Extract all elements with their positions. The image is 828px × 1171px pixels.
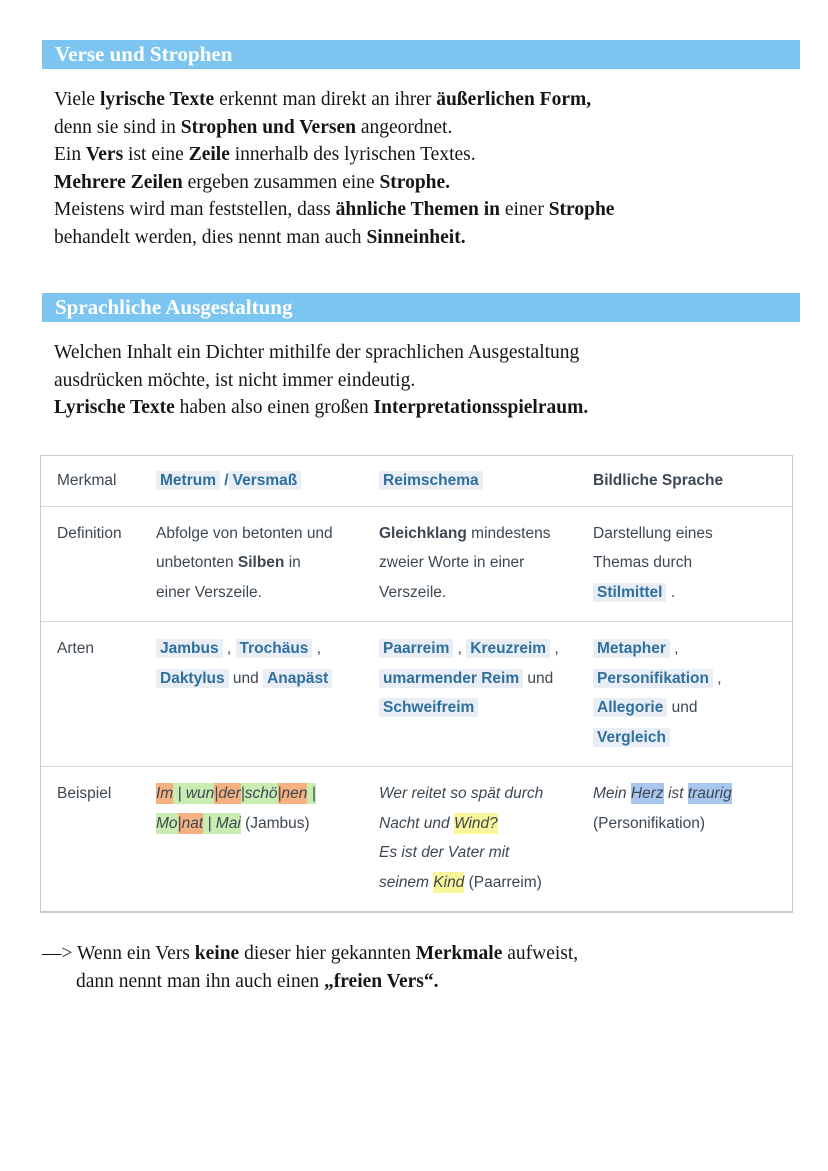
- term-link[interactable]: Daktylus: [156, 669, 229, 688]
- text-line: [379, 519, 593, 549]
- text-segment: ,: [453, 640, 467, 657]
- text-segment: lyrische Texte: [99, 89, 215, 110]
- section-header-sprachliche-ausgestaltung: [42, 293, 800, 322]
- table-cell: [41, 634, 156, 752]
- text-segment: Mein: [593, 785, 631, 802]
- text-segment: Kind: [433, 873, 465, 891]
- text-line: [54, 86, 794, 114]
- text-segment: —> Wenn ein Vers: [42, 943, 195, 964]
- text-line: [54, 114, 794, 142]
- text-segment: der: [218, 785, 241, 802]
- text-segment: behandelt werden, dies nennt man auch: [54, 226, 367, 248]
- text-segment: Definition: [57, 524, 122, 542]
- text-segment: und: [667, 699, 698, 716]
- term-link[interactable]: Schweifreim: [379, 698, 478, 717]
- table-cell: [593, 519, 792, 608]
- text-line: [379, 809, 593, 839]
- text-segment: ergeben zusammen eine: [182, 171, 380, 193]
- text-line: [156, 466, 379, 496]
- text-segment: Beispiel: [57, 785, 112, 802]
- text-segment: mindestens: [466, 524, 551, 542]
- text-line: [593, 779, 792, 809]
- text-segment: ,: [669, 640, 679, 657]
- section-header-verse-und-strophen: [42, 40, 800, 69]
- text-segment: Wer reitet so spät durch: [379, 785, 544, 802]
- text-segment: und: [228, 669, 264, 687]
- table-cell: [156, 779, 379, 897]
- text-segment: |: [203, 814, 216, 832]
- term-link[interactable]: Metrum: [156, 471, 220, 490]
- text-segment: Nacht und: [379, 814, 454, 832]
- text-segment: ,: [712, 669, 722, 687]
- table-cell: [379, 634, 593, 752]
- text-segment: Mehrere Zeilen: [54, 171, 183, 193]
- text-segment: ,: [550, 640, 559, 657]
- table-row-beispiel: [41, 766, 792, 911]
- text-segment: Verszeile.: [379, 583, 447, 601]
- text-segment: Strophe: [548, 199, 615, 221]
- text-line: [593, 693, 792, 723]
- text-segment: |: [277, 785, 282, 802]
- term-link[interactable]: Stilmittel: [593, 583, 666, 602]
- text-segment: ,: [312, 640, 322, 657]
- text-segment: Strophen und Versen: [180, 116, 356, 138]
- text-segment: Silben: [237, 554, 285, 571]
- text-line: [156, 809, 379, 839]
- text-line: [156, 634, 379, 664]
- text-segment: Darstellung eines: [593, 524, 713, 542]
- text-segment: seinem: [379, 873, 434, 891]
- table-cell: [379, 466, 593, 496]
- text-segment: aufweist,: [502, 943, 579, 964]
- term-link[interactable]: Personifikation: [593, 669, 713, 688]
- paragraph-sprachliche-ausgestaltung: [54, 339, 794, 422]
- text-line: [593, 664, 792, 694]
- text-segment: Bildliche Sprache: [593, 472, 724, 489]
- text-segment: schö: [244, 785, 278, 802]
- text-segment: dann nennt man ihn auch einen: [76, 970, 325, 992]
- text-line: [42, 968, 802, 996]
- text-segment: Ein: [54, 144, 86, 166]
- text-segment: Welchen Inhalt ein Dichter mithilfe der sprachlichen Ausgestaltung: [54, 342, 580, 363]
- text-line: [379, 578, 593, 608]
- table-cell: [593, 634, 792, 752]
- text-segment: Arten: [57, 640, 95, 657]
- text-segment: ähnliche Themen in: [335, 199, 500, 221]
- text-line: [54, 339, 794, 367]
- text-segment: denn sie sind in: [54, 116, 181, 138]
- table-cell: [379, 779, 593, 897]
- term-link[interactable]: Allegorie: [593, 698, 667, 717]
- text-line: [593, 548, 792, 578]
- text-segment: zweier Worte in einer: [379, 554, 525, 571]
- text-segment: Vers: [85, 144, 124, 166]
- text-segment: (Jambus): [240, 814, 310, 832]
- text-segment: ist: [663, 785, 688, 802]
- text-line: [156, 779, 379, 809]
- table-cell: [593, 466, 792, 496]
- text-segment: unbetonten: [156, 554, 238, 571]
- text-segment: dieser hier gekannten: [239, 943, 416, 964]
- text-segment: |: [307, 785, 316, 802]
- text-segment: angeordnet.: [355, 116, 453, 138]
- term-link[interactable]: Anapäst: [263, 669, 332, 688]
- text-segment: Im: [156, 785, 174, 802]
- table-cell: [379, 519, 593, 608]
- text-line: [54, 196, 794, 224]
- term-link[interactable]: Kreuzreim: [466, 639, 550, 658]
- text-segment: keine: [194, 943, 240, 964]
- text-segment: haben also einen großen: [174, 397, 374, 419]
- text-line: [54, 367, 794, 395]
- text-segment: |: [173, 785, 186, 802]
- text-segment: Herz: [630, 785, 664, 802]
- text-line: [593, 809, 792, 839]
- text-segment: Es ist der Vater mit: [379, 844, 510, 861]
- free-verse-note: [42, 940, 802, 995]
- text-line: [57, 779, 156, 809]
- term-link[interactable]: Paarreim: [379, 639, 453, 658]
- text-segment: traurig: [687, 785, 732, 802]
- text-segment: „freien Vers“.: [324, 970, 439, 992]
- term-link[interactable]: Reimschema: [379, 471, 483, 490]
- term-link[interactable]: Jambus: [156, 639, 223, 658]
- text-segment: äußerlichen Form,: [436, 89, 592, 110]
- text-segment: Viele: [54, 89, 100, 110]
- text-line: [42, 940, 802, 968]
- table-cell: [41, 466, 156, 496]
- table-row-definition: [41, 506, 792, 622]
- term-link[interactable]: Vergleich: [593, 728, 670, 747]
- term-link[interactable]: umarmender Reim: [379, 669, 523, 688]
- text-line: [379, 664, 593, 694]
- text-line: [54, 141, 794, 169]
- table-header-row: [41, 456, 792, 506]
- text-line: [593, 634, 792, 664]
- text-segment: erkennt man direkt an ihrer: [214, 89, 437, 110]
- text-line: [156, 519, 379, 549]
- text-segment: Interpretationsspielraum.: [373, 397, 589, 419]
- text-line: [593, 578, 792, 608]
- text-segment: Merkmal: [57, 472, 117, 489]
- text-line: [379, 779, 593, 809]
- text-line: [593, 723, 792, 753]
- text-segment: ,: [222, 640, 236, 657]
- text-segment: Strophe.: [379, 171, 451, 193]
- text-line: [593, 466, 792, 496]
- text-segment: Meistens wird man feststellen, dass: [54, 199, 336, 221]
- text-line: [379, 868, 593, 898]
- text-segment: |: [214, 785, 219, 802]
- text-line: [57, 634, 156, 664]
- text-line: [156, 578, 379, 608]
- table-cell: [156, 634, 379, 752]
- text-segment: Abfolge von betonten und: [156, 524, 333, 542]
- text-segment: Merkmale: [415, 943, 503, 964]
- text-segment: .: [666, 583, 676, 601]
- text-segment: ist eine: [123, 144, 189, 166]
- section-title: Verse und Strophen: [55, 42, 233, 66]
- text-segment: /: [224, 472, 229, 489]
- text-line: [379, 693, 593, 723]
- text-line: [156, 664, 379, 694]
- text-segment: einer: [499, 199, 549, 221]
- text-line: [156, 548, 379, 578]
- text-segment: Themas durch: [593, 554, 693, 571]
- text-line: [54, 224, 794, 252]
- table-cell: [156, 466, 379, 496]
- section-title: Sprachliche Ausgestaltung: [55, 295, 293, 319]
- text-line: [57, 466, 156, 496]
- text-line: [379, 548, 593, 578]
- text-segment: nen: [281, 785, 308, 802]
- text-line: [57, 519, 156, 549]
- term-link[interactable]: Trochäus: [236, 639, 313, 658]
- text-segment: Mai: [215, 814, 241, 832]
- term-link[interactable]: Metapher: [593, 639, 670, 658]
- table-cell: [156, 519, 379, 608]
- text-segment: in: [284, 554, 301, 571]
- text-segment: Zeile: [188, 144, 230, 166]
- text-segment: Wind?: [453, 814, 498, 832]
- text-line: [54, 169, 794, 197]
- text-segment: |: [177, 814, 182, 832]
- table-cell: [41, 519, 156, 608]
- text-segment: wun: [185, 785, 215, 802]
- text-line: [379, 634, 593, 664]
- text-line: [593, 519, 792, 549]
- text-segment: Gleichklang: [379, 524, 467, 542]
- table-cell: [41, 779, 156, 897]
- text-segment: (Paarreim): [464, 873, 542, 891]
- features-table: [40, 455, 793, 913]
- text-segment: nat: [181, 814, 204, 832]
- text-segment: |: [240, 785, 245, 802]
- text-line: [54, 394, 794, 422]
- text-segment: Mo: [156, 814, 178, 832]
- text-line: [379, 838, 593, 868]
- paragraph-verse-und-strophen: [54, 86, 794, 252]
- text-line: [379, 466, 593, 496]
- text-segment: Lyrische Texte: [54, 397, 175, 419]
- table-cell: [593, 779, 792, 897]
- text-segment: innerhalb des lyrischen Textes.: [229, 144, 476, 166]
- text-segment: ausdrücken möchte, ist nicht immer eindeutig.: [54, 369, 416, 391]
- table-row-arten: [41, 621, 792, 766]
- text-segment: einer Verszeile.: [156, 583, 262, 601]
- text-segment: und: [523, 669, 554, 687]
- term-link[interactable]: Versmaß: [229, 471, 302, 490]
- text-segment: (Personifikation): [593, 814, 705, 832]
- text-segment: Sinneinheit.: [366, 226, 466, 248]
